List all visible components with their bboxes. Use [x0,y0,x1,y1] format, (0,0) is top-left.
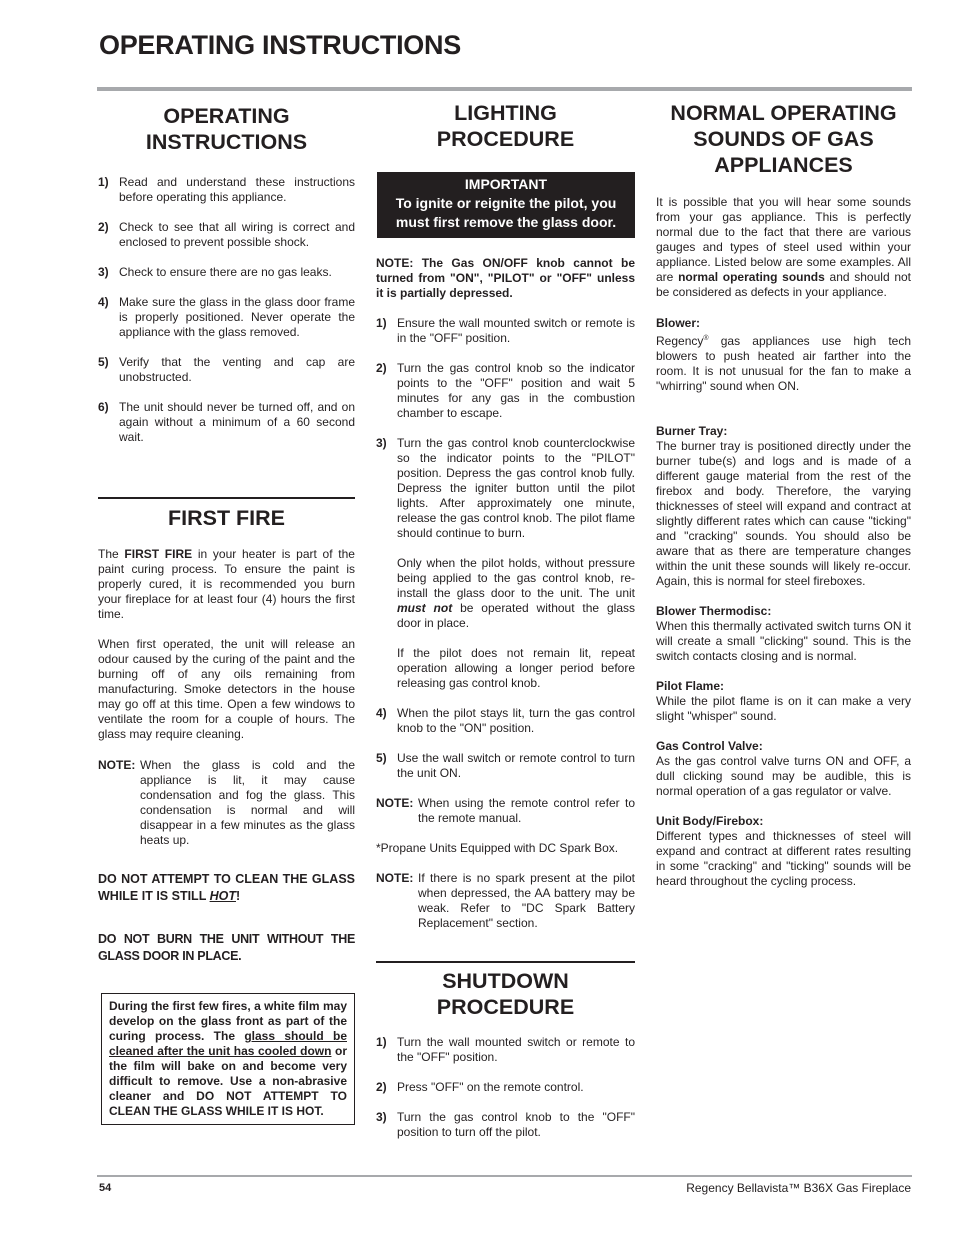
note-label: NOTE: [376,796,414,810]
item-number: 2) [98,220,109,234]
item-number: 3) [98,265,109,279]
note-label: NOTE: [376,871,414,885]
burner-text: The burner tray is positioned directly under the burner tube(s) and logs and is made of a different gauge material from the rest of the firebox and body. Therefore, the varying thicknesses of steel will expand and contract at slightly different rates which can cause "ticking" and "cracking" sounds. You should also be aware that as there are temperature changes within the unit these sounds will likely re-occur. Again, this is normal for steel fireboxes. [656,439,911,588]
section-divider [98,497,355,499]
first-fire-heading: FIRST FIRE [167,506,286,530]
page-number: 54 [99,1182,112,1194]
item-number: 2) [376,361,387,375]
list-item [376,706,635,736]
item-number: 4) [376,706,387,720]
item-text: Press "OFF" on the remote control. [397,1080,584,1094]
text-span: gas appliances use high tech blowers to push heated air farther into the room. It is not unusual for the fan to make a "whirring" sound when ON. [656,334,911,393]
item-text: Make sure the glass in the glass door frame is properly positioned. Never operate the appliance with the glass removed. [119,295,355,339]
note-text: When using the remote control refer to the remote manual. [418,796,635,825]
item-text: Turn the gas control knob so the indicator points to the "OFF" position and wait 5 minutes for any gas in the combustion chamber to escape. [397,361,635,420]
emphasis: HOT [209,889,236,903]
list-item [376,1080,635,1095]
step-3-repeat-text: If the pilot does not remain lit, repeat operation allowing a longer period before releasing gas control knob. [397,646,635,690]
item-text: Turn the gas control knob to the "OFF" position to turn off the pilot. [397,1110,635,1139]
footer-divider [97,1175,912,1177]
underlined-text: glass should be cleaned after the unit has cooled down [109,1029,347,1058]
first-fire-term: FIRST FIRE [124,547,193,561]
text-span: The [98,547,125,561]
text-span: ! [235,889,241,903]
remote-note [376,796,635,826]
item-text: Use the wall switch or remote control to turn the unit ON. [397,751,635,780]
first-fire-paragraph [98,547,355,622]
operating-heading: OPERATING INSTRUCTIONS [145,104,308,154]
item-text: Read and understand these instructions before operating this appliance. [119,175,355,204]
important-title: IMPORTANT [464,176,548,192]
text-span: Regency [656,334,704,348]
text-span: It is possible that you will hear some sounds from your gas appliance. This is perfectly normal due to the fact that there are various gauges and types of steel used within your appliance. Listed below are some examples. All are [656,195,911,284]
lighting-heading: LIGHTING PROCEDURE [436,101,575,151]
body-text: Different types and thicknesses of steel will expand and contract at different rates resulting in some "cracking" and "ticking" sounds will be heard throughout the cycling process. [656,829,911,888]
page-title: OPERATING INSTRUCTIONS [99,30,461,60]
important-text: To ignite or reignite the pilot, you must first remove the glass door. [395,195,617,230]
propane-note: *Propane Units Equipped with DC Spark Box. [376,841,619,855]
text-span: During the first few fires, a white film may develop on the glass front as part of the curing process. The [109,999,347,1043]
item-text: Ensure the wall mounted switch or remote is in the "OFF" position. [397,316,635,345]
step-3-reinstall-text [397,556,635,631]
registered-mark: ® [703,335,709,342]
text-span: and should not be considered as defects in your appliance. [656,270,912,299]
item-text: Check to ensure there are no gas leaks. [119,265,332,279]
item-text: Verify that the venting and cap are unobstructed. [119,355,355,384]
sounds-intro [656,195,911,300]
section-divider [376,961,635,963]
list-item [376,436,635,691]
item-number: 4) [98,295,109,309]
column-middle [376,100,635,1140]
burner-title: Burner Tray: [656,424,728,438]
column-right [656,100,911,889]
note-label: NOTE: [98,758,136,772]
sounds-heading: NORMAL OPERATING SOUNDS OF GAS APPLIANCES [670,101,897,177]
hot-glass-warning [98,871,355,905]
valve-text: As the gas control valve turns ON and OFF, a dull clicking sound may be audible, this is normal operation of a gas regulator or valve. [656,754,911,798]
item-number: 6) [98,400,109,414]
condensation-note [98,758,355,848]
item-number: 5) [98,355,109,369]
item-text: Check to see that all wiring is correct and enclosed to prevent possible shock. [119,220,355,249]
item-number: 1) [98,175,109,189]
item-text [397,436,635,691]
list-item [98,400,355,445]
operating-list [98,175,355,445]
note-text: When the glass is cold and the appliance is lit, it may cause condensation and fog the glass. This condensation is normal and will disappear in a few minutes as the glass heats up. [140,758,355,847]
odour-paragraph: When first operated, the unit will release an odour caused by the curing of the paint and the burning off of any oils remaining from manufacturing. Smoke detectors in the house may go off at this time. Open a few windows to ventilate the room for a couple of hours. The glass may require cleaning. [98,637,355,741]
list-item [98,265,355,280]
step-3-text: Turn the gas control knob counterclockwise so the indicator points to the "PILOT" position. Depress the gas control knob fully. Depress the igniter button until the pilot lights. After approximately one minute, release the gas control knob. The pilot flame should continue to burn. [397,436,635,540]
list-item [98,355,355,385]
list-item [376,751,635,781]
list-item [376,316,635,346]
list-item [376,1110,635,1140]
emphasis: must not [397,601,453,615]
list-item [376,361,635,421]
glass-door-warning: DO NOT BURN THE UNIT WITHOUT THE GLASS DOOR IN PLACE. [98,932,355,963]
item-number: 2) [376,1080,387,1094]
text-span: be operated without the glass door in place. [397,601,635,630]
item-number: 5) [376,751,387,765]
text-span: DO NOT ATTEMPT TO CLEAN THE GLASS WHILE IT IS STILL [98,872,355,903]
item-number: 3) [376,436,387,450]
text-span: in your heater is part of the paint curing process. To ensure the paint is properly cured, it is recommended you burn your fireplace for at least four (4) hours the first time. [98,547,355,621]
item-number: 3) [376,1110,387,1124]
body-title: Unit Body/Firebox: [656,814,764,828]
list-item [98,175,355,205]
column-left [98,100,355,1125]
item-number: 1) [376,1035,387,1049]
list-item [98,220,355,250]
list-item [376,1035,635,1065]
curing-film-notice [101,993,355,1125]
text-span: Only when the pilot holds, without pressure being applied to the gas control knob, re-install the glass door to the unit. The unit [397,556,635,600]
pilot-title: Pilot Flame: [656,679,725,693]
valve-title: Gas Control Valve: [656,739,763,753]
bold-term: normal operating sounds [678,270,825,284]
item-text: When the pilot stays lit, turn the gas control knob to the "ON" position. [397,706,635,735]
thermodisc-text: When this thermally activated switch turns ON it will create a small "clicking" sound. This is the switch contacts closing and is normal. [656,619,911,663]
thermodisc-title: Blower Thermodisc: [656,604,772,618]
shutdown-heading: SHUTDOWN PROCEDURE [436,969,575,1019]
footer-product: Regency Bellavista™ B36X Gas Fireplace [686,1181,911,1195]
item-number: 1) [376,316,387,330]
spark-note [376,871,635,931]
blower-text [656,331,911,394]
pilot-text: While the pilot flame is on it can make a very slight "whisper" sound. [656,694,911,723]
knob-note: NOTE: The Gas ON/OFF knob cannot be turned from "ON", "PILOT" or "OFF" unless it is partially depressed. [376,256,635,300]
blower-title: Blower: [656,316,701,330]
top-divider [97,87,912,91]
list-item [98,295,355,340]
item-text: The unit should never be turned off, and on again without a minimum of a 60 second wait. [119,400,355,444]
text-span: or the film will bake on and become very difficult to remove. Use a non-abrasive cleaner and DO NOT ATTEMPT TO CLEAN THE GLASS WHILE IT IS HOT. [109,1044,347,1118]
important-box [377,172,635,238]
note-text: If there is no spark present at the pilot when depressed, the AA battery may be weak. Refer to "DC Spark Battery Replacement" section. [418,871,635,930]
item-text: Turn the wall mounted switch or remote to the "OFF" position. [397,1035,635,1064]
